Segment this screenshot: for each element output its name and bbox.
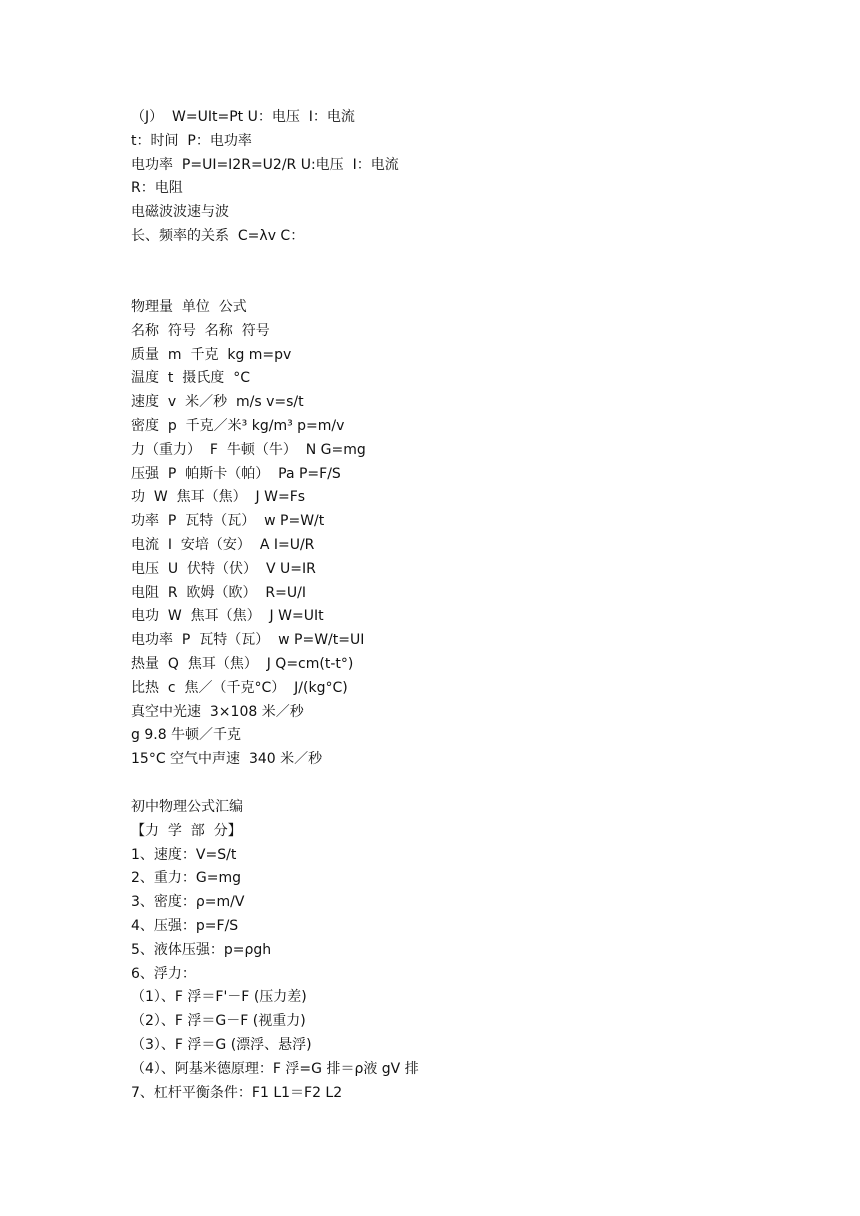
text-line: （3）、F 浮＝G (漂浮、悬浮) [131, 1036, 312, 1053]
text-line: 15°C 空气中声速 340 米／秒 [131, 751, 323, 768]
text-line: 热量 Q 焦耳（焦） J Q=cm(t-t°) [131, 655, 354, 672]
text-line: （4）、阿基米德原理：F 浮=G 排＝ρ液 gV 排 [131, 1060, 419, 1077]
text-line: 密度 p 千克／米³ kg/m³ p=m/v [131, 417, 345, 434]
text-line: 长、频率的关系 C=λv C： [131, 227, 305, 244]
text-line: 电压 U 伏特（伏） V U=IR [131, 560, 316, 577]
electric-formula-section [131, 106, 731, 249]
text-line: 温度 t 摄氏度 °C [131, 370, 250, 387]
text-line: 6、浮力： [131, 965, 196, 982]
text-line: 电磁波波速与波 [131, 204, 229, 221]
text-line: 电阻 R 欧姆（欧） R=U/I [131, 584, 306, 601]
text-line: 4、压强：p=F/S [131, 917, 239, 934]
text-line: （2）、F 浮＝G－F (视重力) [131, 1013, 306, 1030]
text-line: 力（重力） F 牛顿（牛） N G=mg [131, 441, 366, 458]
text-line: 比热 c 焦／（千克°C） J/(kg°C) [131, 679, 348, 696]
physical-quantity-table-section [131, 296, 731, 772]
text-line: 功率 P 瓦特（瓦） w P=W/t [131, 513, 325, 530]
section-subtitle: 【力 学 部 分】 [131, 822, 242, 839]
text-line: 名称 符号 名称 符号 [131, 322, 270, 339]
text-line: （J） W=UIt=Pt U：电压 I：电流 [131, 109, 355, 125]
text-line: 电流 I 安培（安） A I=U/R [131, 536, 315, 553]
section-title: 初中物理公式汇编 [131, 799, 243, 815]
text-line: 1、速度：V=S/t [131, 846, 237, 863]
text-line: 压强 P 帕斯卡（帕） Pa P=F/S [131, 465, 341, 482]
text-line: R：电阻 [131, 180, 183, 197]
text-line: 7、杠杆平衡条件：F1 L1＝F2 L2 [131, 1084, 343, 1101]
text-line: 质量 m 千克 kg m=pv [131, 346, 292, 363]
text-line: 电功率 P 瓦特（瓦） w P=W/t=UI [131, 632, 365, 649]
text-line: 物理量 单位 公式 [131, 299, 247, 315]
text-line: 电功率 P=UI=I2R=U2/R U:电压 I：电流 [131, 156, 399, 173]
text-line: 3、密度：ρ=m/V [131, 894, 245, 911]
text-line: 功 W 焦耳（焦） J W=Fs [131, 489, 306, 506]
text-line: 2、重力：G=mg [131, 870, 242, 887]
text-line: t：时间 P：电功率 [131, 132, 252, 149]
text-line: 真空中光速 3×108 米／秒 [131, 703, 304, 720]
text-line: g 9.8 牛顿／千克 [131, 727, 242, 744]
text-line: （1）、F 浮＝F'－F (压力差) [131, 989, 307, 1006]
text-line: 5、液体压强：p=ρgh [131, 941, 272, 958]
mechanics-formula-section [131, 796, 731, 1105]
text-line: 速度 v 米／秒 m/s v=s/t [131, 394, 304, 411]
text-line: 电功 W 焦耳（焦） J W=UIt [131, 608, 324, 625]
